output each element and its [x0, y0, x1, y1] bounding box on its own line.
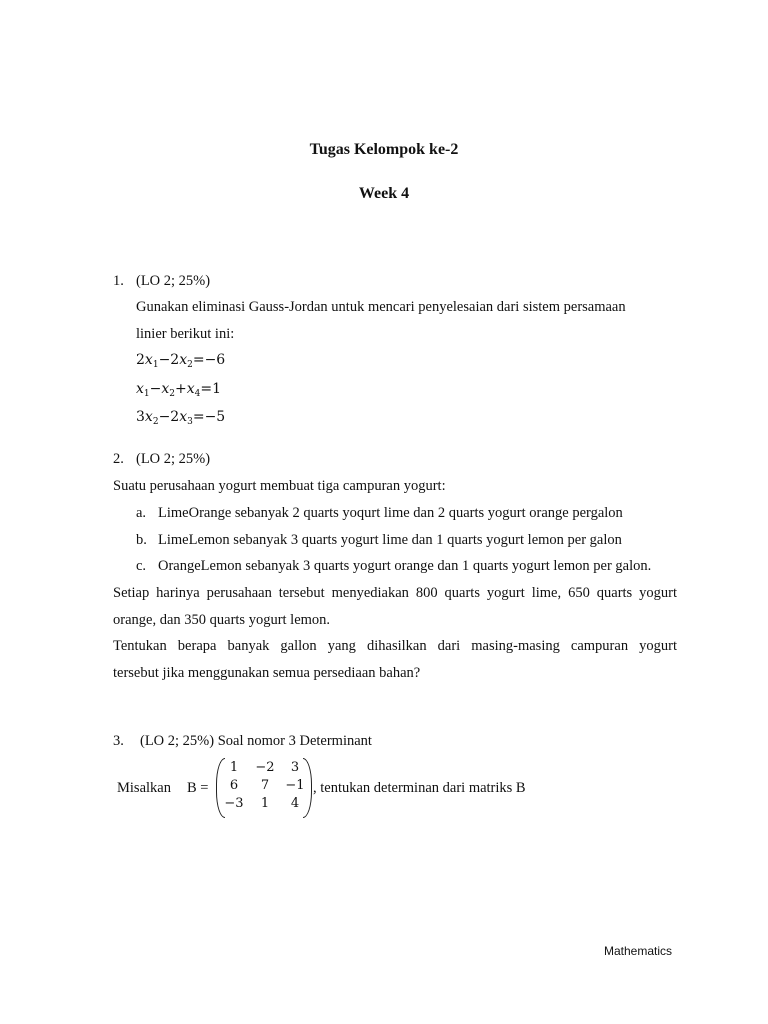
matrix-cell: 7 — [260, 778, 270, 793]
matrix-cell: 1 — [260, 796, 270, 811]
q1-lo: (LO 2; 25%) — [136, 273, 211, 289]
q2-item-c-marker: c. — [136, 558, 147, 574]
q3-prefix: Misalkan — [117, 780, 171, 796]
q3-number: 3. — [113, 733, 124, 749]
q2-paragraph-2-line-1: Tentukan berapa banyak gallon yang dihasilkan dari masing-masing campuran yogurt — [113, 638, 677, 654]
q2-item-c-text: OrangeLemon sebanyak 3 quarts yogurt orange dan 1 quarts yogurt lemon per galon. — [158, 558, 652, 574]
q2-paragraph-2-line-2: tersebut jika menggunakan semua persediaan bahan? — [113, 665, 421, 681]
q1-equation-2: $x_1-x_2+x_4=1$ — [136, 381, 222, 399]
q1-equation-1: $2x_1-2x_2=-6$ — [136, 352, 226, 370]
page-subtitle: Week 4 — [358, 185, 410, 202]
q1-text-line1: Gunakan eliminasi Gauss-Jordan untuk mencari penyelesaian dari sistem persamaan — [136, 299, 626, 315]
matrix-cell: 3 — [290, 760, 300, 775]
footer-label: Mathematics — [604, 944, 673, 958]
q2-lo: (LO 2; 25%) — [136, 451, 211, 467]
matrix-cell: 1 — [229, 760, 239, 775]
page-title: Tugas Kelompok ke-2 — [309, 141, 459, 158]
q1-number: 1. — [113, 273, 124, 289]
matrix-cell: 6 — [229, 778, 239, 793]
q2-number: 2. — [113, 451, 124, 467]
matrix-cell: −2 — [255, 760, 275, 775]
matrix-cell: −1 — [285, 778, 305, 793]
q3-heading: (LO 2; 25%) Soal nomor 3 Determinant — [140, 733, 372, 749]
q1-text-line2: linier berikut ini: — [136, 326, 235, 342]
q2-intro: Suatu perusahaan yogurt membuat tiga campuran yogurt: — [113, 478, 446, 494]
q2-paragraph-1-line-1: Setiap harinya perusahaan tersebut menyediakan 800 quarts yogurt lime, 650 quarts yogurt — [113, 585, 677, 601]
matrix-cell: 4 — [290, 796, 300, 811]
q2-item-b-marker: b. — [136, 532, 147, 548]
q3-lhs: B = — [187, 780, 209, 796]
q2-item-a-marker: a. — [136, 505, 147, 521]
q1-equation-3: $3x_2-2x_3=-5$ — [136, 409, 226, 427]
matrix-cell: −3 — [224, 796, 244, 811]
matrix-b — [216, 758, 312, 816]
q3-suffix: , tentukan determinan dari matriks B — [313, 780, 526, 796]
q2-paragraph-1-line-2: orange, dan 350 quarts yogurt lemon. — [113, 612, 331, 628]
q2-item-b-text: LimeLemon sebanyak 3 quarts yogurt lime dan 1 quarts yogurt lemon per galon — [158, 532, 622, 548]
q2-item-a-text: LimeOrange sebanyak 2 quarts yoqurt lime dan 2 quarts yogurt orange pergalon — [158, 505, 623, 521]
